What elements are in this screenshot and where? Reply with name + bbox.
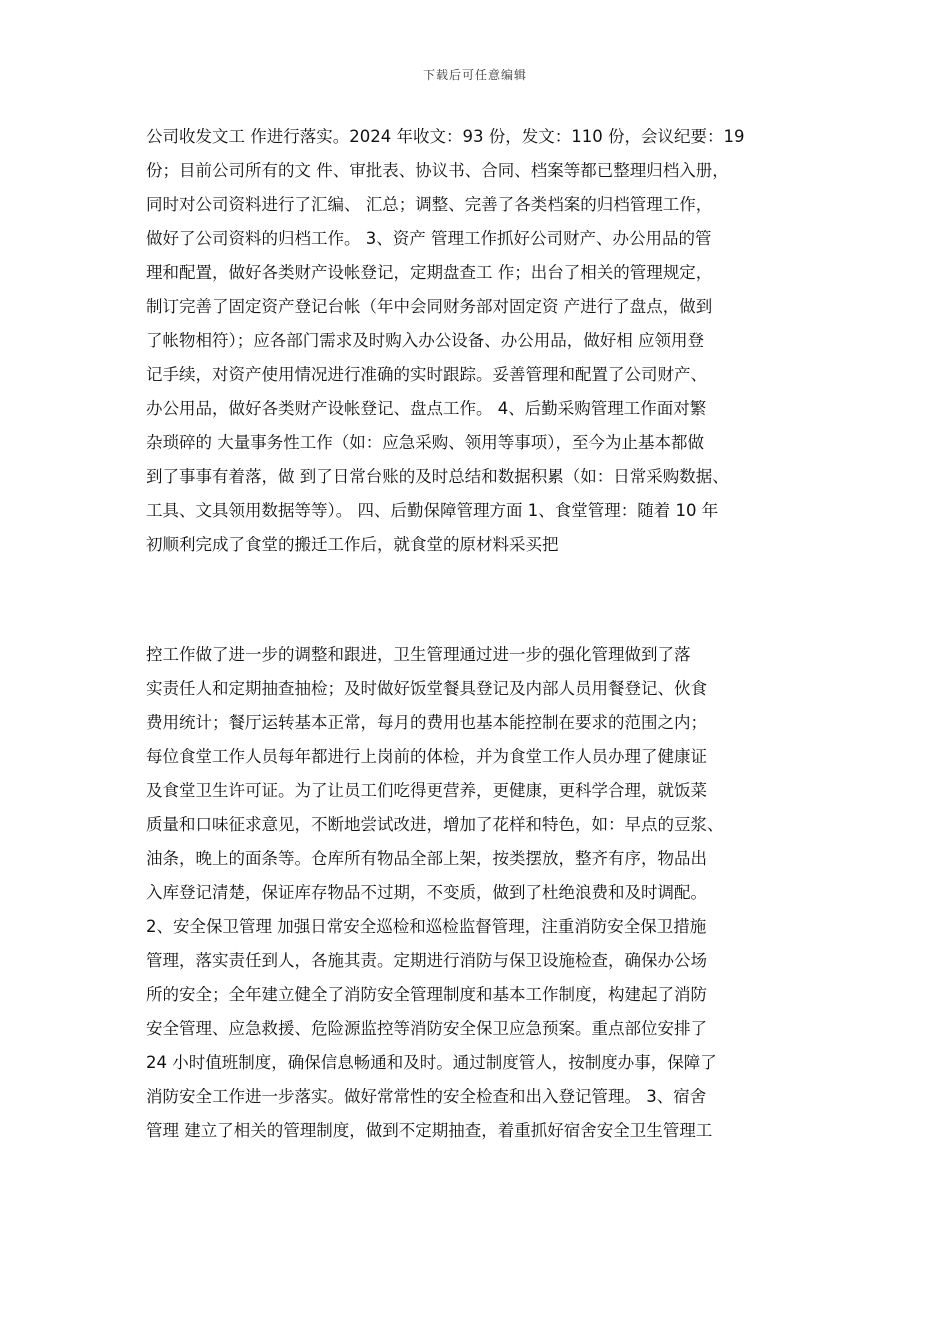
text-line: 入库登记清楚，保证库存物品不过期，不变质，做到了杜绝浪费和及时调配。 xyxy=(146,883,707,902)
text-line: 做好了公司资料的归档工作。 3、资产 管理工作抓好公司财产、办公用品的管 xyxy=(146,229,712,248)
text-line: 记手续，对资产使用情况进行准确的实时跟踪。妥善管理和配置了公司财产、 xyxy=(146,365,707,384)
text-line: 实责任人和定期抽查抽检；及时做好饭堂餐具登记及内部人员用餐登记、伙食 xyxy=(146,679,707,698)
text-line: 费用统计；餐厅运转基本正常，每月的费用也基本能控制在要求的范围之内； xyxy=(146,713,707,732)
paragraph-1 xyxy=(146,120,818,562)
text-line: 每位食堂工作人员每年都进行上岗前的体检，并为食堂工作人员办理了健康证 xyxy=(146,747,707,766)
text-line: 及食堂卫生许可证。为了让员工们吃得更营养，更健康，更科学合理，就饭菜 xyxy=(146,781,707,800)
text-line: 控工作做了进一步的调整和跟进，卫生管理通过进一步的强化管理做到了落 xyxy=(146,645,691,664)
text-line: 同时对公司资料进行了汇编、 汇总；调整、完善了各类档案的归档管理工作， xyxy=(146,195,713,214)
text-line: 公司收发文工 作进行落实。2024 年收文：93 份，发文：110 份，会议纪要：19 xyxy=(146,127,745,146)
paragraph-2 xyxy=(146,638,818,1148)
page-header: 下载后可任意编辑 xyxy=(422,68,527,82)
text-line: 质量和口味征求意见，不断地尝试改进，增加了花样和特色，如：早点的豆浆、 xyxy=(146,815,724,834)
text-line: 了帐物相符）；应各部门需求及时购入办公设备、办公用品，做好相 应领用登 xyxy=(146,331,704,350)
text-line: 杂琐碎的 大量事务性工作（如：应急采购、领用等事项），至今为止基本都做 xyxy=(146,433,704,452)
text-line: 份；目前公司所有的文 件、审批表、协议书、合同、档案等都已整理归档入册， xyxy=(146,161,729,180)
text-line: 2、安全保卫管理 加强日常安全巡检和巡检监督管理，注重消防安全保卫措施 xyxy=(146,917,707,936)
text-line: 管理，落实责任到人，各施其责。定期进行消防与保卫设施检查，确保办公场 xyxy=(146,951,707,970)
text-line: 到了事事有着落，做 到了日常台账的及时总结和数据积累（如：日常采购数据、 xyxy=(146,467,729,486)
text-line: 初顺利完成了食堂的搬迁工作后，就食堂的原材料采买把 xyxy=(146,535,559,554)
text-line: 24 小时值班制度，确保信息畅通和及时。通过制度管人，按制度办事，保障了 xyxy=(146,1053,717,1072)
text-line: 安全管理、应急救援、危险源监控等消防安全保卫应急预案。重点部位安排了 xyxy=(146,1019,707,1038)
text-line: 办公用品，做好各类财产设帐登记、盘点工作。 4、后勤采购管理工作面对繁 xyxy=(146,399,707,418)
text-line: 管理 建立了相关的管理制度，做到不定期抽查，着重抓好宿舍安全卫生管理工 xyxy=(146,1121,713,1140)
text-line: 制订完善了固定资产登记台帐（年中会同财务部对固定资 产进行了盘点，做到 xyxy=(146,297,713,316)
text-line: 所的安全；全年建立健全了消防安全管理制度和基本工作制度，构建起了消防 xyxy=(146,985,707,1004)
text-line: 消防安全工作进一步落实。做好常常性的安全检查和出入登记管理。 3、宿舍 xyxy=(146,1087,707,1106)
text-line: 油条，晚上的面条等。仓库所有物品全部上架，按类摆放，整齐有序，物品出 xyxy=(146,849,707,868)
text-line: 理和配置，做好各类财产设帐登记，定期盘查工 作；出台了相关的管理规定， xyxy=(146,263,713,282)
text-line: 工具、文具领用数据等等）。 四、后勤保障管理方面 1、食堂管理：随着 10 年 xyxy=(146,501,719,520)
